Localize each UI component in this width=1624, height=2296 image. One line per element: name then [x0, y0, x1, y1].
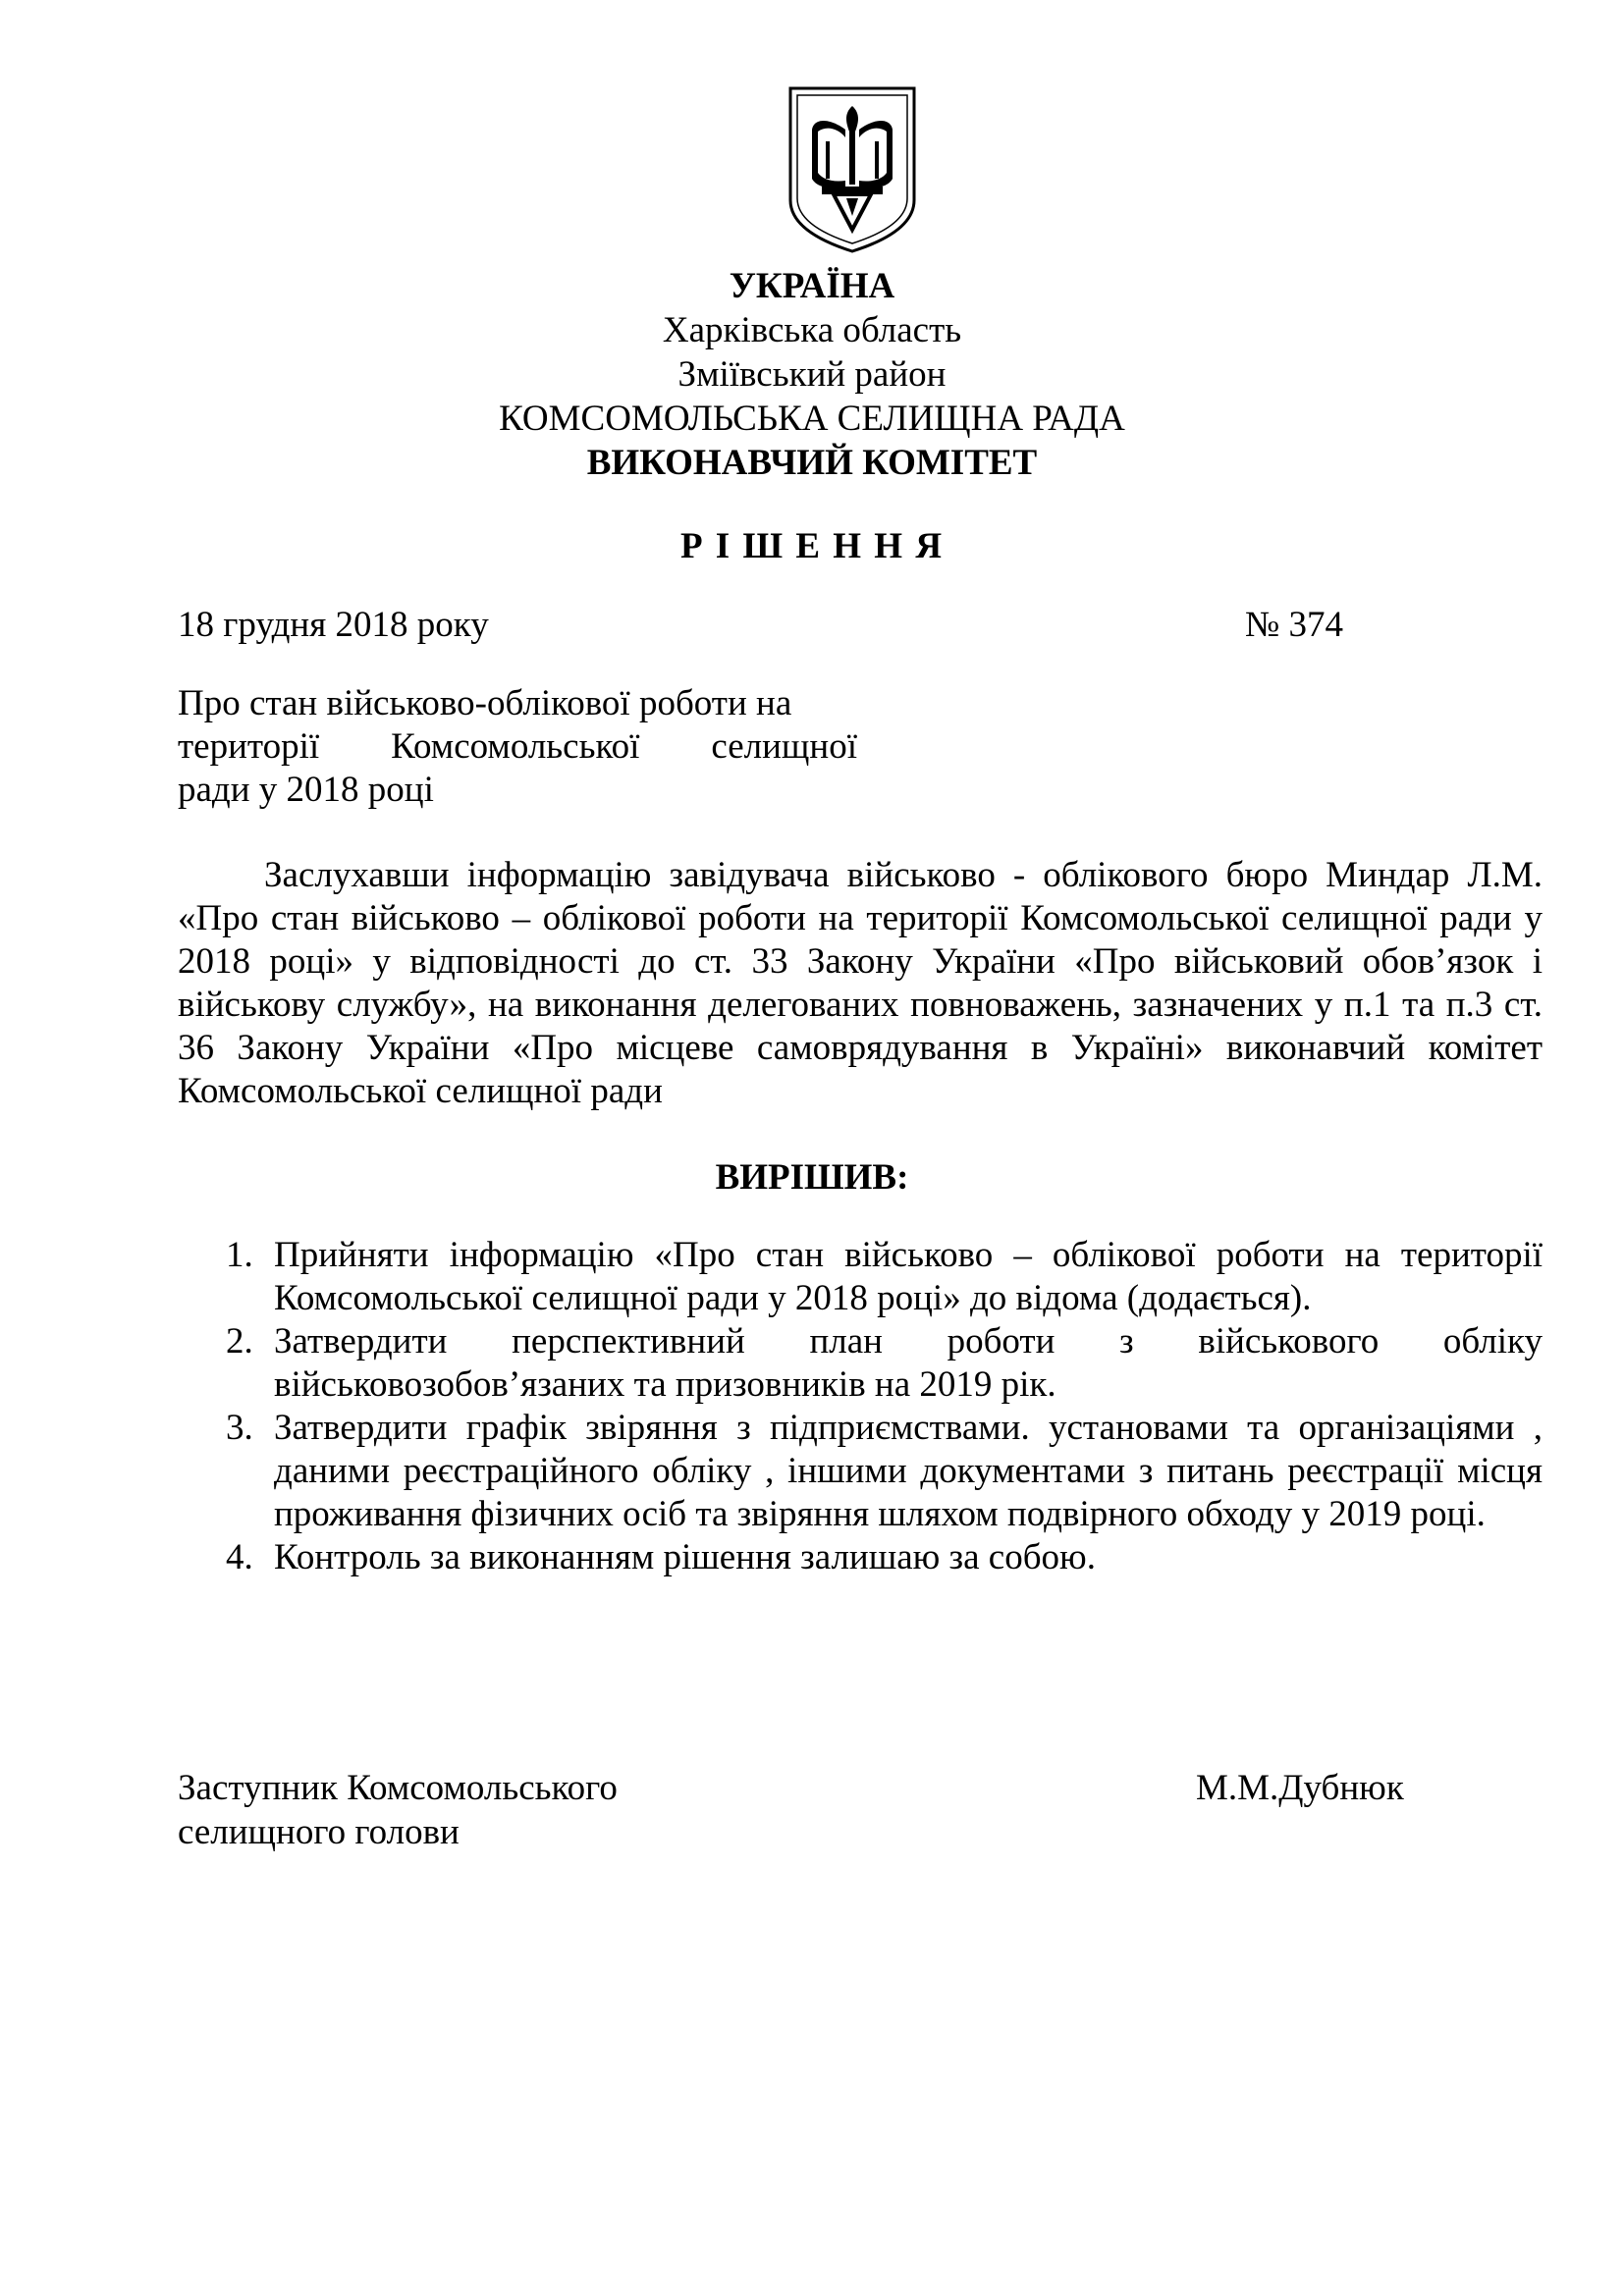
- decision-text: Затвердити графік звіряння з підприємствами. установами та організаціями , даними реєстраційного обліку , іншими документами з питань реєстрації місця проживання фізичних осіб та звіряння шляхом подвірного обходу у 2019 році.: [274, 1408, 1543, 1534]
- decision-number: 3.: [226, 1408, 253, 1448]
- decision-item: [178, 1536, 1543, 1579]
- subject-line: ради у 2018 році: [178, 770, 434, 810]
- signatory-name: М.М.Дубнюк: [1196, 1768, 1404, 1808]
- signatory-position: селищного голови: [178, 1812, 460, 1852]
- district-name: Зміївський район: [677, 354, 947, 395]
- decision-number: 2.: [226, 1321, 253, 1362]
- document-number: № 374: [1245, 605, 1344, 645]
- country-name: УКРАЇНА: [729, 266, 895, 306]
- council-name: КОМСОМОЛЬСЬКА СЕЛИЩНА РАДА: [499, 399, 1125, 439]
- preamble-paragraph: [178, 854, 1543, 1113]
- decision-text: Прийняти інформацію «Про стан військово – облікової роботи на території Комсомольської селищної ради у 2018 році» до відома (додається).: [274, 1235, 1543, 1318]
- decision-list: [178, 1234, 1543, 1579]
- resolved-heading: ВИРІШИВ:: [715, 1157, 909, 1198]
- decision-item: [178, 1234, 1543, 1320]
- preamble-text: Заслухавши інформацію завідувача військово - облікового бюро Миндар Л.М. «Про стан військово – облікової роботи на території Комсомольської селищної ради у 2018 році» у відповідності до ст. 33 Закону України «Про військовий обов’язок і військову службу», на виконання делегованих повноважень, зазначених у п.1 та п.3 ст. 36 Закону України «Про місцеве самоврядування в Україні» виконавчий комітет Комсомольської селищної ради: [178, 855, 1543, 1111]
- decision-number: 4.: [226, 1537, 253, 1577]
- decision-text: Контроль за виконанням рішення залишаю за собою.: [274, 1537, 1096, 1577]
- subject-line: території Комсомольської селищної: [178, 726, 857, 767]
- document-type: Р І Ш Е Н Н Я: [679, 526, 945, 566]
- decision-text: Затвердити перспективний план роботи з військового обліку військовозобов’язаних та призовників на 2019 рік.: [274, 1321, 1543, 1405]
- decision-item: [178, 1407, 1543, 1536]
- signatory-position: Заступник Комсомольського: [178, 1768, 618, 1808]
- subject-line: Про стан військово-облікової роботи на: [178, 683, 792, 723]
- decision-number: 1.: [226, 1235, 253, 1275]
- committee-name: ВИКОНАВЧИЙ КОМІТЕТ: [586, 443, 1038, 483]
- decision-item: [178, 1320, 1543, 1407]
- trident-coat-of-arms-icon: [786, 84, 918, 255]
- document-date: 18 грудня 2018 року: [178, 605, 489, 645]
- region-name: Харківська область: [662, 310, 962, 350]
